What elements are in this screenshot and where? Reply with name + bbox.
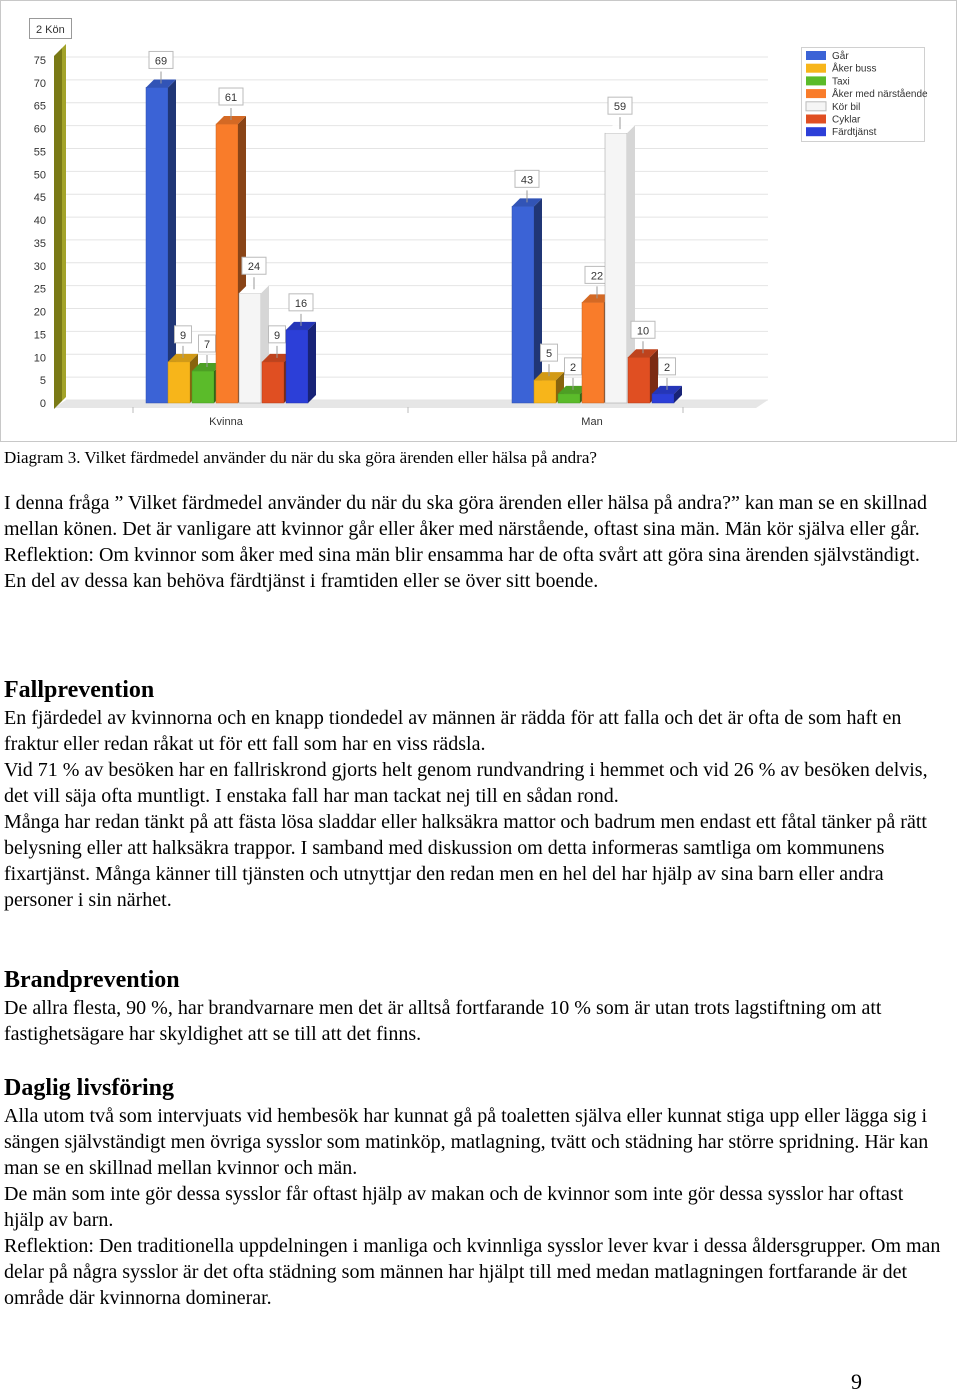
chart-caption: Diagram 3. Vilket färdmedel använder du när du ska göra ärenden eller hälsa på andra? xyxy=(4,448,597,467)
y-tick-label: 55 xyxy=(33,146,46,159)
intro-text xyxy=(4,490,944,594)
legend-swatch xyxy=(806,64,826,73)
intro-paragraph-2: Reflektion: Om kvinnor som åker med sina män blir ensamma har de ofta svårt att göra sina ärenden självständigt. En del av dessa kan behöva färdtjänst i framtiden eller se över sitt boende. xyxy=(4,544,920,592)
legend-swatch xyxy=(806,89,826,98)
bar-färdtjänst xyxy=(652,394,674,403)
section-paragraph: En fjärdedel av kvinnorna och en knapp tiondedel av männen är rädda för att falla och det är ofta de som haft en fraktur eller redan råkat ut för ett fall som har en viss rädsla. xyxy=(4,707,902,755)
legend-swatch xyxy=(806,76,826,85)
bar-chart xyxy=(0,0,960,442)
y-tick-label: 25 xyxy=(33,283,46,296)
legend-label: Taxi xyxy=(832,76,850,88)
bar-cyklar xyxy=(628,357,650,403)
section-brandprevention xyxy=(4,965,944,1047)
bar-cyklar xyxy=(262,362,284,403)
legend-label: Kör bil xyxy=(832,101,861,113)
section-heading: Daglig livsföring xyxy=(4,1075,175,1101)
y-tick-label: 40 xyxy=(33,215,46,228)
data-label: 59 xyxy=(613,101,627,114)
y-tick-label: 60 xyxy=(33,123,46,136)
bar-går xyxy=(146,87,168,403)
page-number: 9 xyxy=(851,1369,862,1394)
data-label: 10 xyxy=(636,325,650,338)
bar-går xyxy=(512,206,534,403)
bar-åker-med-närstående xyxy=(582,302,604,403)
legend-label: Åker buss xyxy=(832,63,877,75)
data-label: 7 xyxy=(203,338,211,351)
data-label: 16 xyxy=(294,297,308,310)
data-label: 5 xyxy=(545,348,553,361)
y-tick-label: 75 xyxy=(33,55,46,67)
y-tick-label: 45 xyxy=(33,192,46,205)
section-paragraph: Reflektion: Den traditionella uppdelningen i manliga och kvinnliga sysslor lever kvar i dessa åldersgrupper. Om man delar på några sysslor är det ofta städning som männen har hjälpt till med medan matlagningen fortfarande är det område där kvinnorna dominerar. xyxy=(4,1235,941,1309)
data-label: 69 xyxy=(154,55,168,68)
x-tick-label: Kvinna xyxy=(209,416,243,428)
legend-label: Cyklar xyxy=(832,114,861,126)
legend-label: Går xyxy=(832,51,849,62)
section-paragraph: De allra flesta, 90 %, har brandvarnare men det är alltså fortfarande 10 % som är utan trots lagstiftning om att fastighetsägare har skyldighet att se till att det finns. xyxy=(4,997,882,1045)
bar-åker-med-närstående xyxy=(216,124,238,403)
bar-side xyxy=(168,79,176,403)
section-paragraph: Alla utom två som intervjuats vid hembesök har kunnat gå på toaletten själva eller kunnat stiga upp eller lägga sig i sängen självständigt men övriga sysslor som matinköp, matlagning, tvätt och städning har större spridning. Här kan man se en skillnad mellan kvinnor och män. xyxy=(4,1105,929,1179)
legend-swatch xyxy=(806,127,826,136)
legend-swatch xyxy=(806,102,826,111)
data-label: 24 xyxy=(247,261,261,274)
section-daglig-livsforing xyxy=(4,1073,944,1311)
data-label: 22 xyxy=(590,270,604,283)
chart-canvas xyxy=(0,0,960,442)
x-tick-label: Man xyxy=(581,416,603,428)
chart-title: 2 Kön xyxy=(36,24,65,36)
legend-label: Åker med närstående xyxy=(832,89,928,101)
y-tick-label: 0 xyxy=(39,398,46,410)
legend-label: Färdtjänst xyxy=(832,127,877,139)
bar-side xyxy=(308,322,316,403)
section-heading: Brandprevention xyxy=(4,967,180,993)
y-tick-label: 5 xyxy=(39,375,46,388)
y-axis-wall-side xyxy=(62,44,66,401)
bar-taxi xyxy=(192,371,214,403)
bar-kör-bil xyxy=(239,293,261,403)
section-fallprevention xyxy=(4,675,944,913)
y-tick-label: 10 xyxy=(33,352,46,365)
data-label: 2 xyxy=(569,361,577,374)
bar-taxi xyxy=(558,394,580,403)
y-tick-label: 70 xyxy=(33,77,46,90)
section-heading: Fallprevention xyxy=(4,677,155,703)
bar-färdtjänst xyxy=(286,330,308,403)
data-label: 43 xyxy=(520,174,534,187)
y-tick-label: 65 xyxy=(33,100,46,113)
y-axis-wall xyxy=(54,48,62,409)
bar-kör-bil xyxy=(605,133,627,403)
y-tick-label: 35 xyxy=(33,237,46,250)
intro-paragraph-1: I denna fråga ” Vilket färdmedel använder du när du ska göra ärenden eller hälsa på andra?” kan man se en skillnad mellan könen. Det är vanligare att kvinnor går eller åker med närstående, oftast sina män. Män kör själva eller går. xyxy=(4,492,928,540)
section-paragraph: Många har redan tänkt på att fästa lösa sladdar eller halksäkra mattor och badrum men endast ett fåtal tänker på rätt belysning eller att halksäkra trappor. I samband med diskussion om detta informeras samtliga om kommunens fixartjänst. Många känner till tjänsten och utnyttjar den redan men en hel del har hjälp av sina barn eller andra personer i sin närhet. xyxy=(4,811,927,911)
section-paragraph: Vid 71 % av besöken har en fallriskrond gjorts helt genom rundvandring i hemmet och vid 26 % av besöken delvis, det vill säja ofta muntligt. I enstaka fall har man tackat nej till en sådan rond. xyxy=(4,759,928,807)
bar-åker-buss xyxy=(168,362,190,403)
y-tick-label: 15 xyxy=(33,329,46,342)
section-paragraph: De män som inte gör dessa sysslor får oftast hjälp av makan och de kvinnor som inte gör dessa sysslor har oftast hjälp av barn. xyxy=(4,1183,904,1231)
data-label: 9 xyxy=(179,329,187,342)
data-label: 9 xyxy=(273,329,281,342)
bar-åker-buss xyxy=(534,380,556,403)
y-tick-label: 30 xyxy=(33,260,46,273)
y-tick-label: 50 xyxy=(33,169,46,182)
legend-swatch xyxy=(806,115,826,124)
bar-side xyxy=(534,198,542,403)
data-label: 2 xyxy=(663,361,671,374)
y-tick-label: 20 xyxy=(33,306,46,319)
data-label: 61 xyxy=(224,92,238,105)
legend-swatch xyxy=(806,51,826,60)
